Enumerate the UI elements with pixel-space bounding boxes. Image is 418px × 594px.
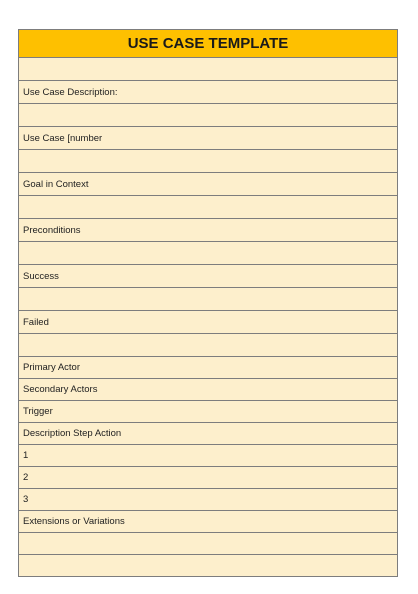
table-cell <box>19 150 398 173</box>
table-row <box>19 311 398 334</box>
primary-actor-label: Primary Actor <box>19 357 398 379</box>
goal-in-context-label: Goal in Context <box>19 173 398 196</box>
table-row <box>19 357 398 379</box>
step-number: 1 <box>19 445 398 467</box>
table-row <box>19 288 398 311</box>
table-row <box>19 379 398 401</box>
table-cell <box>19 104 398 127</box>
step-number: 3 <box>19 489 398 511</box>
table-cell <box>19 533 398 555</box>
template-title: USE CASE TEMPLATE <box>19 30 398 58</box>
table-cell <box>19 288 398 311</box>
table-row <box>19 555 398 577</box>
table-cell <box>19 196 398 219</box>
description-step-action-label: Description Step Action <box>19 423 398 445</box>
table-row <box>19 489 398 511</box>
table-header-row <box>19 30 398 58</box>
table-row <box>19 511 398 533</box>
table-row <box>19 334 398 357</box>
table-row <box>19 242 398 265</box>
success-label: Success <box>19 265 398 288</box>
table-row <box>19 401 398 423</box>
failed-label: Failed <box>19 311 398 334</box>
use-case-description-label: Use Case Description: <box>19 81 398 104</box>
table-row <box>19 150 398 173</box>
table-row <box>19 219 398 242</box>
table-row <box>19 127 398 150</box>
table-cell <box>19 334 398 357</box>
table-row <box>19 265 398 288</box>
step-number: 2 <box>19 467 398 489</box>
table-row <box>19 196 398 219</box>
table-cell <box>19 58 398 81</box>
extensions-or-variations-label: Extensions or Variations <box>19 511 398 533</box>
preconditions-label: Preconditions <box>19 219 398 242</box>
table-cell <box>19 242 398 265</box>
use-case-template-table <box>18 29 398 577</box>
table-row <box>19 423 398 445</box>
table-row <box>19 58 398 81</box>
table-row <box>19 81 398 104</box>
use-case-number-label: Use Case [number <box>19 127 398 150</box>
table-cell <box>19 555 398 577</box>
trigger-label: Trigger <box>19 401 398 423</box>
table-row <box>19 104 398 127</box>
table-row <box>19 467 398 489</box>
table-row <box>19 173 398 196</box>
table-row <box>19 533 398 555</box>
secondary-actors-label: Secondary Actors <box>19 379 398 401</box>
table-row <box>19 445 398 467</box>
